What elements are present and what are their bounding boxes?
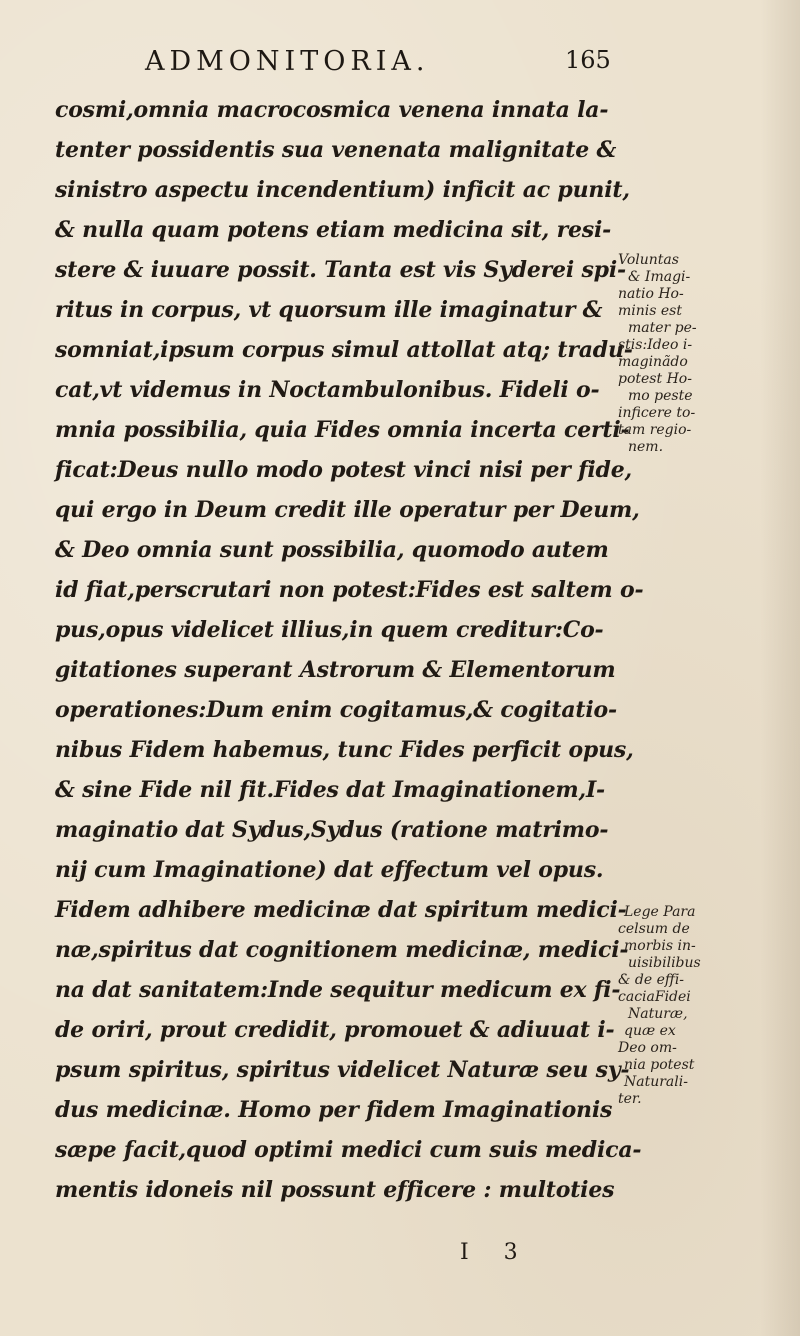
margin-note-line: & de effi- xyxy=(618,972,685,988)
text-line: stere & iuuare possit. Tanta est vis Syderei spi- xyxy=(55,257,626,283)
text-line: ficat:Deus nullo modo potest vinci nisi per fide, xyxy=(55,457,632,483)
margin-note-line: maginãdo xyxy=(618,354,688,370)
text-line: dus medicinæ. Homo per fidem Imaginationis xyxy=(55,1097,613,1123)
margin-note-line: natio Ho- xyxy=(618,286,684,302)
body-text xyxy=(55,90,644,1210)
text-line: tenter possidentis sua venenata malignitate & xyxy=(55,137,617,163)
margin-note-line: Voluntas xyxy=(618,252,679,268)
text-line: nij cum Imaginatione) dat effectum vel opus. xyxy=(55,857,604,883)
text-line: cosmi,omnia macrocosmica venena innata la- xyxy=(55,97,609,123)
text-line: mnia possibilia, quia Fides omnia incerta certi- xyxy=(55,417,630,443)
margin-note-line: Naturali- xyxy=(624,1074,688,1090)
text-line: gitationes superant Astrorum & Elementorum xyxy=(55,657,616,683)
margin-note-line: quæ ex xyxy=(624,1023,676,1039)
margin-note-line: uisibilibus xyxy=(628,955,701,971)
margin-note-line: Deo om- xyxy=(618,1040,677,1056)
margin-note-line: celsum de xyxy=(618,921,690,937)
text-line: Fidem adhibere medicinæ dat spiritum medici- xyxy=(55,897,627,923)
margin-note-line: caciaFidei xyxy=(618,989,691,1005)
margin-note-line: morbis in- xyxy=(624,938,696,954)
text-line: & sine Fide nil fit.Fides dat Imaginationem,I- xyxy=(55,777,605,803)
text-line: de oriri, prout credidit, promouet & adiuuat i- xyxy=(55,1017,615,1043)
text-line: sinistro aspectu incendentium) inficit ac punit, xyxy=(55,177,630,203)
margin-note-line: Naturæ, xyxy=(628,1006,688,1022)
margin-note-line: nia potest xyxy=(624,1057,695,1073)
margin-note-line: tam regio- xyxy=(618,422,692,438)
margin-note-line: minis est xyxy=(618,303,682,319)
text-line: pus,opus videlicet illius,in quem creditur:Co- xyxy=(55,617,604,643)
page-number: 165 xyxy=(565,46,611,74)
text-line: operationes:Dum enim cogitamus,& cogitatio- xyxy=(55,697,617,723)
page-edge-shadow xyxy=(760,0,800,1336)
margin-note-line: mater pe- xyxy=(628,320,697,336)
running-head: ADMONITORIA. xyxy=(145,46,430,77)
margin-note-line: mo peste xyxy=(628,388,693,404)
margin-note-line: ter. xyxy=(618,1091,642,1107)
text-line: cat,vt videmus in Noctambulonibus. Fideli o- xyxy=(55,377,600,403)
text-line: næ,spiritus dat cognitionem medicinæ, medici- xyxy=(55,937,629,963)
text-line: ritus in corpus, vt quorsum ille imaginatur & xyxy=(55,297,603,323)
text-line: psum spiritus, spiritus videlicet Naturæ seu sy- xyxy=(55,1057,630,1083)
margin-note-voluntas xyxy=(618,252,798,456)
margin-note-line: & Imagi- xyxy=(628,269,691,285)
text-line: maginatio dat Sydus,Sydus (ratione matrimo- xyxy=(55,817,609,843)
text-line: mentis idoneis nil possunt efficere : multoties xyxy=(55,1177,615,1203)
margin-note-paracelsus xyxy=(618,904,798,1108)
signature-mark: I 3 xyxy=(460,1240,532,1265)
text-line: somniat,ipsum corpus simul attollat atq; tradu- xyxy=(55,337,633,363)
text-line: na dat sanitatem:Inde sequitur medicum ex fi- xyxy=(55,977,621,1003)
text-line: & Deo omnia sunt possibilia, quomodo autem xyxy=(55,537,609,563)
margin-note-line: nem. xyxy=(628,439,664,455)
margin-note-line: inficere to- xyxy=(618,405,696,421)
text-line: qui ergo in Deum credit ille operatur per Deum, xyxy=(55,497,640,523)
text-line: nibus Fidem habemus, tunc Fides perficit opus, xyxy=(55,737,634,763)
margin-note-line: potest Ho- xyxy=(618,371,692,387)
margin-note-line: stis:Ideo i- xyxy=(618,337,693,353)
text-line: & nulla quam potens etiam medicina sit, resi- xyxy=(55,217,612,243)
text-line: id fiat,perscrutari non potest:Fides est saltem o- xyxy=(55,577,644,603)
margin-note-line: Lege Para xyxy=(624,904,696,920)
text-line: sæpe facit,quod optimi medici cum suis medica- xyxy=(55,1137,642,1163)
